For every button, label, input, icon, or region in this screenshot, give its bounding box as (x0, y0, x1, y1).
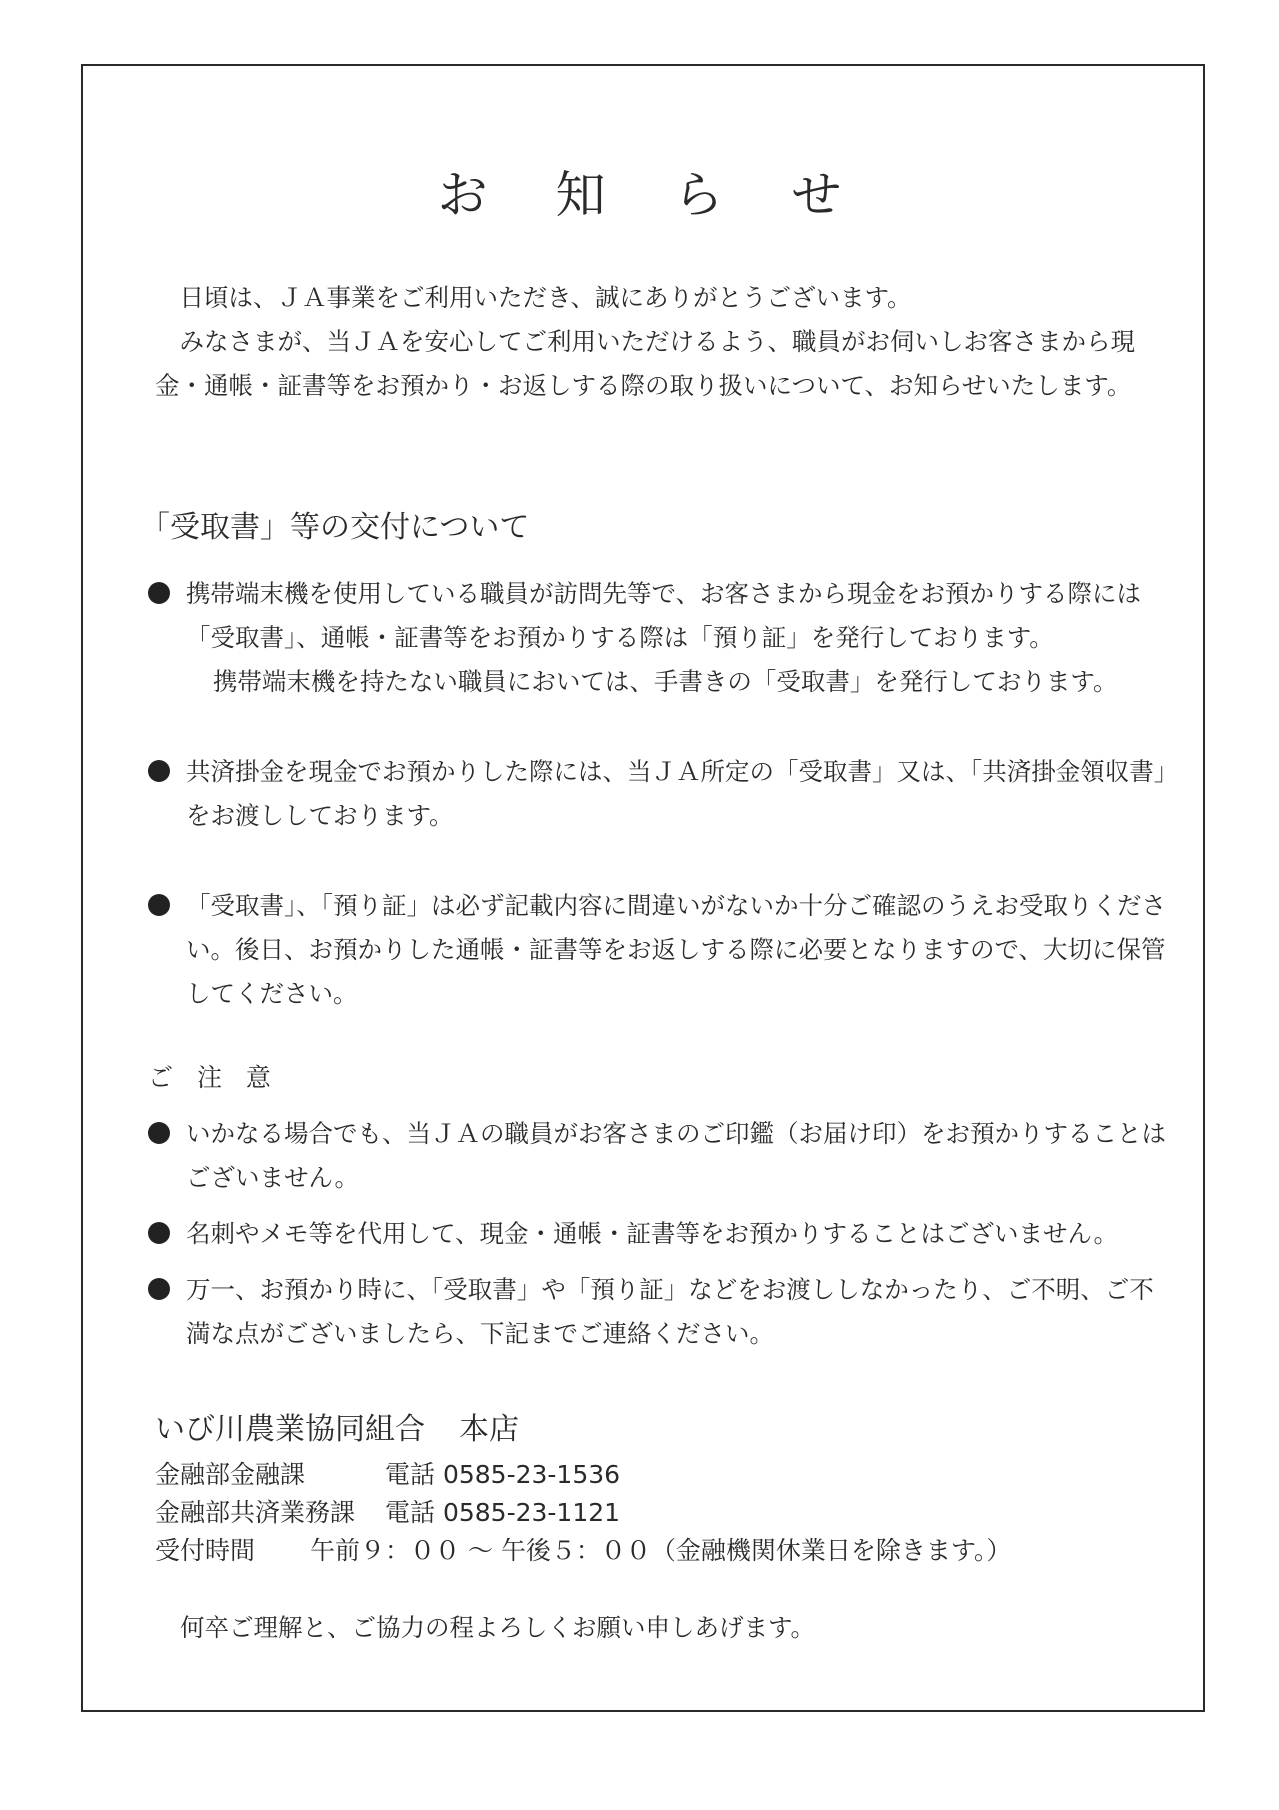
list-item-text: 「受取書」、「預り証」は必ず記載内容に間違いがないか十分ご確認のうえお受取りください。後日、お預かりした通帳・証書等をお返しする際に必要となりますので、大切に保管してください。 (186, 891, 1166, 1008)
list-item-text: 万一、お預かり時に、「受取書」や「預り証」などをお渡ししなかったり、ご不明、ご不満な点がございましたら、下記までご連絡ください。 (186, 1275, 1154, 1348)
contact-value: 電話 0585-23-1536 (385, 1460, 621, 1489)
contact-label: 受付時間 (155, 1536, 256, 1565)
list-item (148, 1268, 1168, 1356)
list-item (148, 1212, 1168, 1256)
section-heading: 「受取書」等の交付について (140, 510, 530, 545)
bullet-icon (148, 760, 170, 782)
list-item-text: 共済掛金を現金でお預かりした際には、当ＪＡ所定の「受取書」又は、「共済掛金領収書」をお渡ししております。 (186, 757, 1166, 830)
contact-info (155, 1408, 1155, 1570)
list-item-subtext: 携帯端末機を持たない職員においては、手書きの「受取書」を発行しております。 (212, 667, 1118, 696)
bullet-icon (148, 582, 170, 604)
list-item-text: 名刺やメモ等を代用して、現金・通帳・証書等をお預かりすることはございません。 (186, 1219, 1118, 1248)
contact-label: 金融部共済業務課 (155, 1498, 356, 1527)
contact-row (155, 1532, 1155, 1570)
organization-name (155, 1408, 1155, 1452)
closing-message: 何卒ご理解と、ご協力の程よろしくお願い申しあげます。 (180, 1613, 816, 1642)
bullet-icon (148, 1222, 170, 1244)
intro-line-1: 日頃は、ＪＡ事業をご利用いただき、誠にありがとうございます。 (179, 283, 912, 312)
page-title: お 知 ら せ (437, 166, 868, 224)
list-item (148, 884, 1168, 1016)
contact-value: 午前９：００ ～ 午後５：００（金融機関休業日を除きます。） (310, 1536, 1012, 1565)
caution-heading: ご 注 意 (148, 1063, 279, 1092)
bullet-icon (148, 1122, 170, 1144)
branch-name: 本店 (459, 1412, 519, 1447)
org-name: いび川農業協同組合 (155, 1412, 425, 1447)
contact-value: 電話 0585-23-1121 (385, 1498, 621, 1527)
contact-row (155, 1494, 1155, 1532)
list-item (148, 1112, 1168, 1200)
list-item-text: 携帯端末機を使用している職員が訪問先等で、お客さまから現金をお預かりする際には「受取書」、通帳・証書等をお預かりする際は「預り証」を発行しております。 (186, 579, 1142, 652)
list-item (148, 572, 1168, 704)
list-item-text: いかなる場合でも、当ＪＡの職員がお客さまのご印鑑（お届け印）をお預かりすることはございません。 (186, 1119, 1166, 1192)
bullet-icon (148, 1278, 170, 1300)
contact-label: 金融部金融課 (155, 1460, 306, 1489)
contact-row (155, 1456, 1155, 1494)
intro (155, 276, 1165, 408)
bullet-icon (148, 894, 170, 916)
intro-paragraph-2: みなさまが、当ＪＡを安心してご利用いただけるよう、職員がお伺いしお客さまから現金・通帳・証書等をお預かり・お返しする際の取り扱いについて、お知らせいたします。 (155, 327, 1135, 400)
list-item (148, 750, 1168, 838)
